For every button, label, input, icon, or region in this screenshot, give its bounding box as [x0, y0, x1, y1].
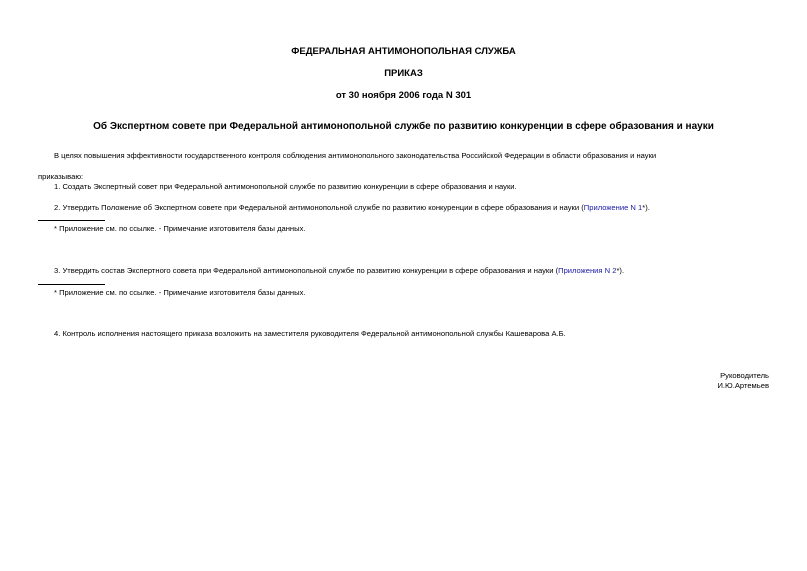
order-item-1: 1. Создать Экспертный совет при Федеральной антимонопольной службе по развитию конкуренции в сфере образования и науки. [54, 182, 517, 191]
order-item-2-text: 2. Утвердить Положение об Экспертном совете при Федеральной антимонопольной службе по развитию конкуренции в сфере образования и науки ( [54, 203, 584, 212]
signature-position: Руководитель [720, 371, 769, 380]
appendix-1-link[interactable]: Приложение N 1 [583, 203, 643, 212]
document-date-number: от 30 ноября 2006 года N 301 [335, 90, 472, 101]
order-item-3-text: 3. Утвердить состав Экспертного совета при Федеральной антимонопольной службе по развитию конкуренции в сфере образования и науки ( [54, 266, 559, 275]
order-word: приказываю: [38, 172, 84, 181]
order-item-3-end: *). [616, 266, 625, 275]
footnote-divider-1 [38, 220, 105, 221]
footnote-divider-2 [38, 284, 105, 285]
appendix-2-link[interactable]: Приложения N 2 [558, 266, 617, 275]
order-item-2-end: *). [642, 203, 650, 212]
preamble-text: В целях повышения эффективности государственного контроля соблюдения антимонопольного законодательства Российской Федерации в области образования и науки [54, 151, 657, 160]
footnote-2: * Приложение см. по ссылке. - Примечание изготовителя базы данных. [54, 288, 306, 297]
order-item-2 [54, 203, 650, 212]
order-item-4: 4. Контроль исполнения настоящего приказа возложить на заместителя руководителя Федеральной антимонопольной службы Кашеварова А.Б. [54, 329, 566, 338]
agency-name: ФЕДЕРАЛЬНАЯ АНТИМОНОПОЛЬНАЯ СЛУЖБА [291, 46, 516, 57]
order-item-3 [54, 266, 624, 275]
signature-name: И.Ю.Артемьев [717, 381, 769, 390]
document-title: Об Экспертном совете при Федеральной антимонопольной службе по развитию конкуренции в сфере образования и науки [93, 121, 714, 132]
document-type: ПРИКАЗ [384, 68, 423, 79]
footnote-1: * Приложение см. по ссылке. - Примечание изготовителя базы данных. [54, 224, 306, 233]
